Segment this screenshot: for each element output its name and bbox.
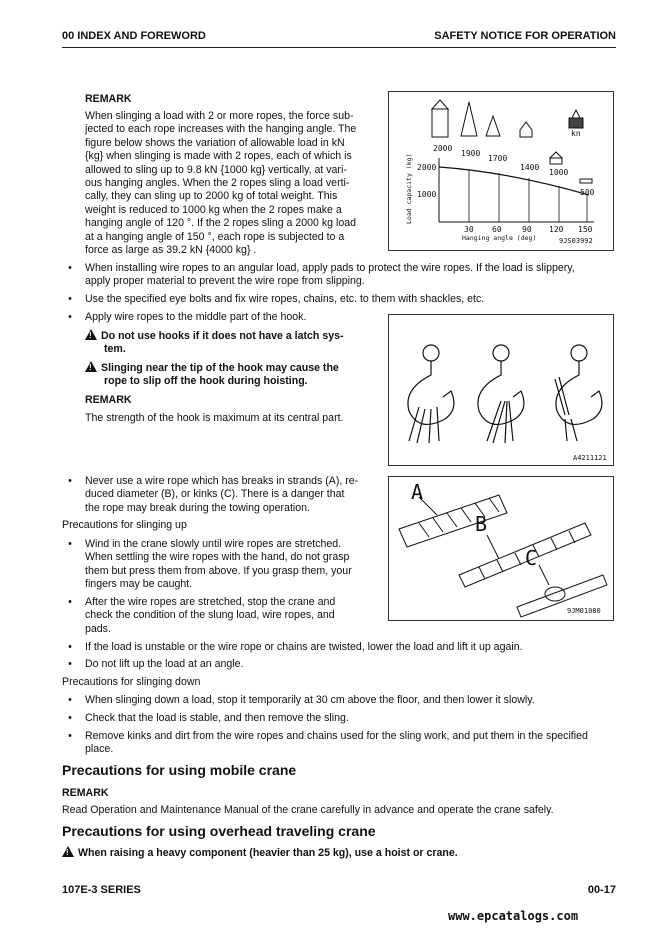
list-item-line: duced diameter (B), or kinks (C). There is a danger that <box>85 488 345 501</box>
pointer-c <box>539 565 549 585</box>
warning-text: When raising a heavy component (heavier than 25 kg), use a hoist or crane. <box>78 847 458 859</box>
shape-value: 1400 <box>520 163 540 172</box>
rope-strands <box>555 377 577 441</box>
list-item: Use the specified eye bolts and fix wire ropes, chains, etc. to them with shackles, etc. <box>85 293 485 305</box>
warning-line: Slinging near the tip of the hook may cause the <box>101 362 339 374</box>
remark-line: figure below shows the variation of allowable load in kN <box>85 136 345 149</box>
label-a: A <box>411 480 424 504</box>
remark-title: REMARK <box>85 93 132 105</box>
figure-code: A4211121 <box>573 454 607 462</box>
header-rule <box>62 47 616 48</box>
overhead-warning <box>62 846 458 860</box>
list-item-line: place. <box>85 743 114 756</box>
hook-warning-tip <box>85 361 377 389</box>
unit-label: kn <box>571 129 581 138</box>
load-shape <box>432 100 448 109</box>
remark-line: ous hanging angles. When the 2 ropes sling a load verti- <box>85 177 350 190</box>
list-item-line: the rope may break during the towing operation. <box>85 501 310 514</box>
footer-right: 00-17 <box>587 884 616 896</box>
list-item-line: apply proper material to prevent the wire rope from slipping. <box>85 275 365 288</box>
bullet: • <box>68 641 72 653</box>
remark-line: hanging angle of 120 °. If the 2 ropes sling a 2000 kg load <box>85 217 357 230</box>
hook-eye <box>493 345 509 361</box>
remark-line: cally, they can sling up to 2000 kg of total weight. This <box>85 190 338 203</box>
bullet: • <box>68 596 72 608</box>
hook-eye <box>571 345 587 361</box>
y-tick: 2000 <box>417 163 437 172</box>
hook-warning-latch <box>85 329 377 357</box>
bullet: • <box>68 658 72 670</box>
list-item-line: When settling the wire ropes with the hand, do not grasp <box>85 551 350 564</box>
list-item-line: Never use a wire rope which has breaks in strands (A), re- <box>85 475 359 487</box>
remark-line: force as large as 39.2 kN {4000 kg} . <box>85 244 257 257</box>
bullet: • <box>68 538 72 550</box>
remark-line: When slinging a load with 2 or more ropes, the force sub- <box>85 110 354 122</box>
remark-line: at a hanging angle of 150 °, each rope is subjected to a <box>85 230 345 243</box>
bullet: • <box>68 730 72 742</box>
shape-value: 500 <box>580 188 595 197</box>
warning-icon <box>85 329 97 340</box>
figure-code: 9JM01080 <box>567 607 601 615</box>
list-item <box>85 262 616 289</box>
rope-damage-diagram <box>389 477 613 620</box>
remark-line: jected to each rope increases with the hanging angle. The <box>85 123 357 136</box>
x-tick: 60 <box>492 225 502 234</box>
list-item <box>85 730 616 757</box>
rope-strands <box>409 407 439 443</box>
x-tick: 30 <box>464 225 474 234</box>
watermark: www.epcatalogs.com <box>448 909 579 923</box>
pointer-b <box>487 535 499 559</box>
bullet: • <box>68 262 72 274</box>
list-item: Do not lift up the load at an angle. <box>85 658 244 670</box>
warning-line: Do not use hooks if it does not have a latch sys- <box>101 330 344 342</box>
shape-value: 1000 <box>549 168 569 177</box>
hook-diagram <box>389 315 613 465</box>
header-right: SAFETY NOTICE FOR OPERATION <box>434 30 616 42</box>
warning-icon <box>85 361 97 372</box>
list-item <box>85 538 377 592</box>
load-shape <box>432 109 448 137</box>
shape-value: 2000 <box>433 144 453 153</box>
list-item <box>85 596 377 636</box>
bullet: • <box>68 712 72 724</box>
y-tick: 1000 <box>417 190 437 199</box>
bullet: • <box>68 311 72 323</box>
bullet: • <box>68 293 72 305</box>
load-shape <box>569 118 583 128</box>
x-tick: 120 <box>549 225 564 234</box>
remark-line: allowed to sling up to 9.8 kN {1000 kg} vertically, at vari- <box>85 163 347 176</box>
label-c: C <box>525 546 538 570</box>
list-item <box>85 475 377 515</box>
bullet: • <box>68 475 72 487</box>
rope-damage-figure <box>388 476 614 621</box>
load-capacity-figure <box>388 91 614 251</box>
load-shape <box>550 158 562 164</box>
hook-eye <box>423 345 439 361</box>
remark-line: {kg} when slinging is made with 2 ropes, each of which is <box>85 150 352 163</box>
load-shape <box>461 102 477 136</box>
list-item-line: After the wire ropes are stretched, stop the crane and <box>85 596 336 608</box>
x-tick: 90 <box>522 225 532 234</box>
list-item: Apply wire ropes to the middle part of the hook. <box>85 311 307 323</box>
list-item-line: Remove kinks and dirt from the wire ropes and chains used for the sling work, and put them in the specified <box>85 730 588 742</box>
list-item-line: Wind in the crane slowly until wire ropes are stretched. <box>85 538 342 550</box>
section-title: Precautions for slinging down <box>62 676 201 688</box>
section-title: Precautions for slinging up <box>62 519 187 531</box>
list-item-line: pads. <box>85 622 111 635</box>
shape-value: 1900 <box>461 149 481 158</box>
remark-text: Read Operation and Maintenance Manual of the crane carefully in advance and operate the crane safely. <box>62 804 554 816</box>
y-axis-label: Load capacity (kg) <box>405 153 413 224</box>
label-b: B <box>475 512 488 536</box>
load-capacity-diagram <box>389 92 613 250</box>
x-axis-label: Hanging angle (deg) <box>462 234 537 242</box>
load-shape <box>580 179 592 183</box>
list-item: Check that the load is stable, and then remove the sling. <box>85 712 349 724</box>
remark-title: REMARK <box>85 394 132 406</box>
list-item-line: fingers may be caught. <box>85 578 193 591</box>
hook-figure <box>388 314 614 466</box>
section-heading: Precautions for using overhead traveling crane <box>62 823 376 839</box>
load-shape <box>520 122 532 137</box>
list-item: When slinging down a load, stop it temporarily at 30 cm above the floor, and then lower it slowly. <box>85 694 535 706</box>
load-shape <box>550 152 562 158</box>
load-shape <box>572 110 580 118</box>
header-left: 00 INDEX AND FOREWORD <box>62 30 206 42</box>
remark-line: weight is reduced to 1000 kg when the 2 ropes make a <box>85 203 342 216</box>
list-item-line: them but press them from above. If you grasp them, your <box>85 564 352 577</box>
footer-left: 107E-3 SERIES <box>62 884 141 896</box>
list-item-line: When installing wire ropes to an angular load, apply pads to protect the wire ropes. If the load is slippery, <box>85 262 575 274</box>
kink <box>545 587 565 601</box>
figure-code: 9JS03992 <box>559 237 593 245</box>
warning-line: rope to slip off the hook during hoisting. <box>104 375 308 388</box>
list-item-line: check the condition of the slung load, wire ropes, and <box>85 609 335 622</box>
shape-value: 1700 <box>488 154 508 163</box>
x-tick: 150 <box>578 225 593 234</box>
remark-text: The strength of the hook is maximum at its central part. <box>85 412 344 424</box>
warning-icon <box>62 846 74 857</box>
list-item: If the load is unstable or the wire rope or chains are twisted, lower the load and lift it up again. <box>85 641 523 653</box>
load-shape <box>486 116 500 136</box>
remark-title: REMARK <box>62 787 109 799</box>
bullet: • <box>68 694 72 706</box>
remark-paragraph <box>85 110 377 257</box>
section-heading: Precautions for using mobile crane <box>62 762 297 778</box>
warning-line: tem. <box>104 343 126 356</box>
